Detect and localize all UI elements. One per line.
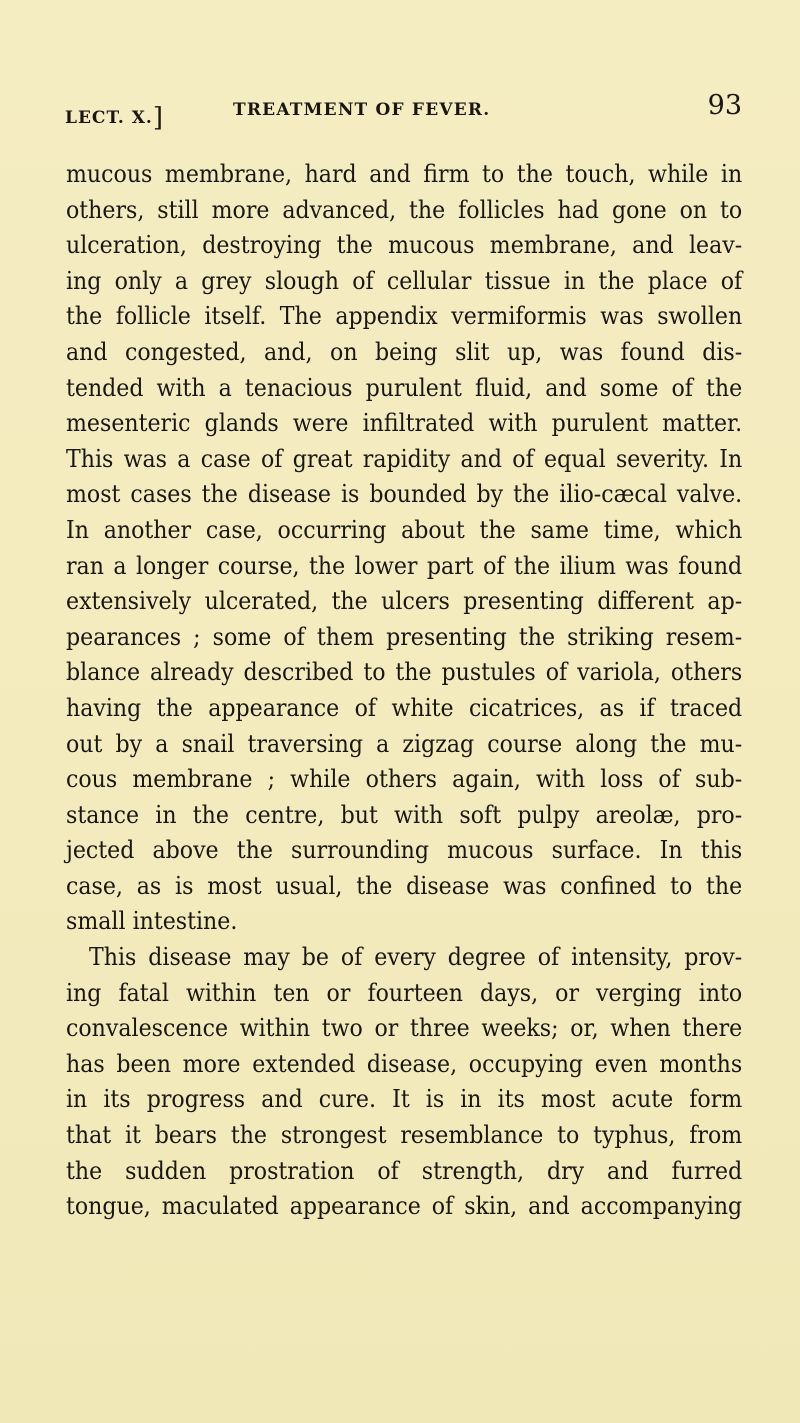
text-line: the sudden prostration of strength, dry and furred (66, 1156, 743, 1185)
text-line: ing only a grey slough of cellular tissue in the place of (66, 266, 743, 295)
text-line: convalescence within two or three weeks; or, when there (66, 1014, 743, 1043)
paragraph-end-line: small intestine. (66, 907, 238, 936)
text-line: most cases the disease is bounded by the ilio-cæcal valve. (66, 480, 743, 509)
text-line: tongue, maculated appearance of skin, and accompanying (66, 1192, 743, 1221)
text-line: out by a snail traversing a zigzag course along the mu- (66, 729, 743, 758)
text-line: cous membrane ; while others again, with loss of sub- (66, 765, 743, 794)
text-line: case, as is most usual, the disease was confined to the (66, 871, 743, 900)
text-line: jected above the surrounding mucous surface. In this (66, 836, 743, 865)
header-bracket: ] (152, 103, 165, 133)
text-line: mucous membrane, hard and firm to the touch, while in (66, 160, 743, 188)
text-line: others, still more advanced, the follicles had gone on to (66, 195, 743, 224)
paragraph-start-line: This disease may be of every degree of intensity, prov- (89, 943, 743, 972)
text-line: in its progress and cure. It is in its most acute form (66, 1085, 743, 1114)
page-number: 93 (707, 90, 742, 121)
running-head (65, 82, 742, 133)
text-line: extensively ulcerated, the ulcers presenting different ap- (66, 587, 743, 616)
body-text (66, 157, 742, 1225)
text-line: pearances ; some of them presenting the striking resem- (66, 622, 743, 651)
text-line: that it bears the strongest resemblance to typhus, from (66, 1121, 743, 1150)
text-line: ing fatal within ten or fourteen days, or verging into (66, 978, 743, 1007)
lecture-label: LECT. X.] (65, 103, 165, 133)
text-line: has been more extended disease, occupying even months (66, 1049, 743, 1078)
running-title: TREATMENT OF FEVER. (233, 100, 491, 120)
text-line: This was a case of great rapidity and of equal severity. In (66, 444, 743, 473)
text-line: ran a longer course, the lower part of the ilium was found (66, 551, 743, 580)
text-line: having the appearance of white cicatrices, as if traced (66, 693, 743, 722)
text-line: and congested, and, on being slit up, was found dis- (66, 337, 743, 366)
text-line: mesenteric glands were infiltrated with purulent matter. (66, 409, 743, 438)
text-line: blance already described to the pustules of variola, others (66, 658, 743, 687)
text-line: In another case, occurring about the same time, which (66, 515, 743, 544)
text-line: tended with a tenacious purulent fluid, and some of the (66, 373, 743, 402)
text-line: stance in the centre, but with soft pulpy areolæ, pro- (66, 800, 743, 829)
text-line: ulceration, destroying the mucous membrane, and leav- (66, 231, 743, 260)
text-line: the follicle itself. The appendix vermiformis was swollen (66, 302, 743, 331)
